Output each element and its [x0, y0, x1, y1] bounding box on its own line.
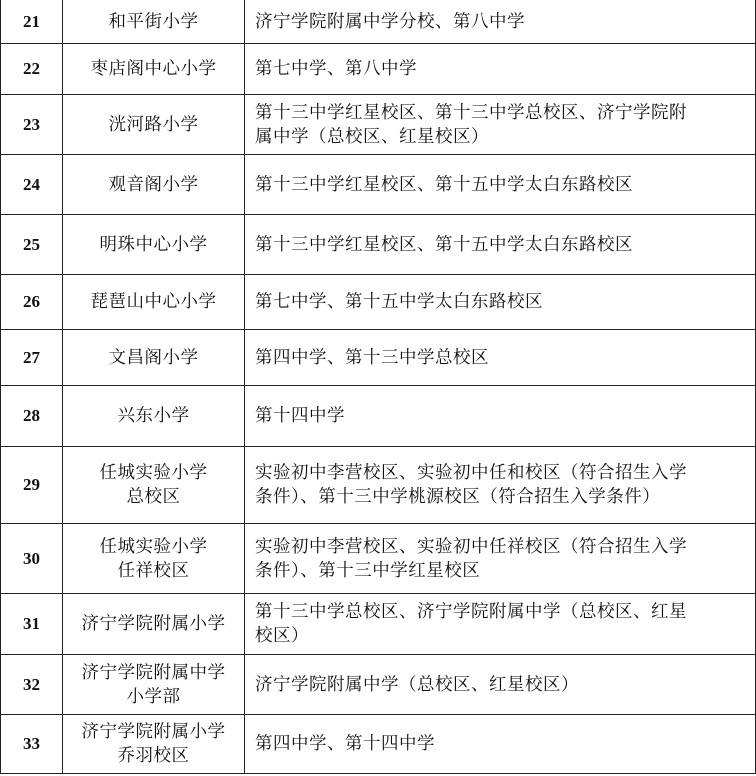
middle-school-names: 第七中学、第八中学 [255, 59, 417, 79]
middle-school-cell [245, 215, 756, 275]
row-number: 27 [1, 330, 63, 386]
middle-school-names: 属中学（总校区、红星校区） [255, 126, 489, 147]
primary-school-name: 任城实验小学 [99, 463, 208, 483]
table-row [1, 275, 756, 330]
row-number: 31 [1, 594, 63, 655]
primary-school-name: 和平街小学 [108, 11, 199, 32]
middle-school-cell [245, 330, 756, 386]
middle-school-names: 第十三中学红星校区、第十三中学总校区、济宁学院附 [255, 102, 687, 123]
middle-school-names: 第十三中学总校区、济宁学院附属中学（总校区、红星 [255, 602, 687, 622]
middle-school-names: 第十三中学红星校区、第十五中学太白东路校区 [255, 234, 633, 255]
primary-school-cell [63, 524, 245, 594]
primary-school-name: 兴东小学 [117, 406, 190, 426]
primary-school-name: 明珠中心小学 [99, 234, 208, 255]
middle-school-cell [245, 447, 756, 524]
middle-school-names: 第四中学、第十三中学总校区 [255, 347, 489, 368]
primary-school-cell [63, 44, 245, 95]
row-number: 33 [1, 715, 63, 774]
primary-school-name: 文昌阁小学 [108, 347, 199, 368]
primary-school-cell [63, 330, 245, 386]
middle-school-cell [245, 715, 756, 774]
row-number: 24 [1, 155, 63, 215]
middle-school-cell [245, 655, 756, 715]
primary-school-name: 任城实验小学 [99, 536, 208, 557]
middle-school-cell [245, 95, 756, 155]
primary-school-cell [63, 447, 245, 524]
middle-school-names: 济宁学院附属中学（总校区、红星校区） [255, 674, 579, 695]
row-number: 32 [1, 655, 63, 715]
middle-school-cell [245, 524, 756, 594]
primary-school-name: 小学部 [126, 686, 181, 707]
middle-school-cell [245, 44, 756, 95]
middle-school-names: 条件）、第十三中学红星校区 [255, 560, 481, 581]
table-row [1, 44, 756, 95]
table-row [1, 594, 756, 655]
table-row [1, 330, 756, 386]
primary-school-name: 洸河路小学 [108, 114, 199, 135]
primary-school-name: 济宁学院附属小学 [81, 722, 226, 742]
row-number: 26 [1, 275, 63, 330]
primary-school-cell [63, 715, 245, 774]
middle-school-names: 第七中学、第十五中学太白东路校区 [255, 292, 543, 312]
table-row [1, 524, 756, 594]
primary-school-cell [63, 275, 245, 330]
primary-school-cell [63, 95, 245, 155]
middle-school-names: 实验初中李营校区、实验初中任祥校区（符合招生入学 [255, 536, 687, 557]
table-row [1, 95, 756, 155]
primary-school-cell [63, 0, 245, 44]
row-number: 22 [1, 44, 63, 95]
row-number: 21 [1, 0, 63, 44]
middle-school-names: 济宁学院附属中学分校、第八中学 [255, 11, 525, 32]
row-number: 23 [1, 95, 63, 155]
table-row [1, 386, 756, 447]
primary-school-name: 济宁学院附属中学 [81, 662, 226, 683]
primary-school-name: 观音阁小学 [108, 174, 199, 195]
primary-school-name: 总校区 [126, 487, 181, 507]
table-row [1, 715, 756, 774]
middle-school-cell [245, 386, 756, 447]
middle-school-names: 校区） [255, 626, 309, 646]
middle-school-cell [245, 155, 756, 215]
table-row [1, 655, 756, 715]
middle-school-cell [245, 0, 756, 44]
primary-school-name: 枣店阁中心小学 [90, 59, 217, 79]
middle-school-names: 条件）、第十三中学桃源校区（符合招生入学条件） [255, 487, 661, 507]
primary-school-cell [63, 594, 245, 655]
middle-school-names: 第十四中学 [255, 406, 345, 426]
primary-school-cell [63, 215, 245, 275]
middle-school-cell [245, 275, 756, 330]
primary-school-cell [63, 386, 245, 447]
table-row [1, 215, 756, 275]
middle-school-cell [245, 594, 756, 655]
primary-school-name: 任祥校区 [117, 560, 190, 581]
table-body [1, 0, 756, 774]
middle-school-names: 第四中学、第十四中学 [255, 734, 435, 754]
table-row [1, 447, 756, 524]
primary-school-cell [63, 655, 245, 715]
row-number: 29 [1, 447, 63, 524]
row-number: 25 [1, 215, 63, 275]
table-row [1, 155, 756, 215]
row-number: 30 [1, 524, 63, 594]
primary-school-name: 济宁学院附属小学 [81, 614, 226, 634]
row-number: 28 [1, 386, 63, 447]
middle-school-names: 第十三中学红星校区、第十五中学太白东路校区 [255, 174, 633, 195]
primary-school-name: 琵琶山中心小学 [90, 292, 217, 312]
primary-school-name: 乔羽校区 [117, 746, 190, 766]
primary-school-cell [63, 155, 245, 215]
table-row [1, 0, 756, 44]
middle-school-names: 实验初中李营校区、实验初中任和校区（符合招生入学 [255, 463, 687, 483]
